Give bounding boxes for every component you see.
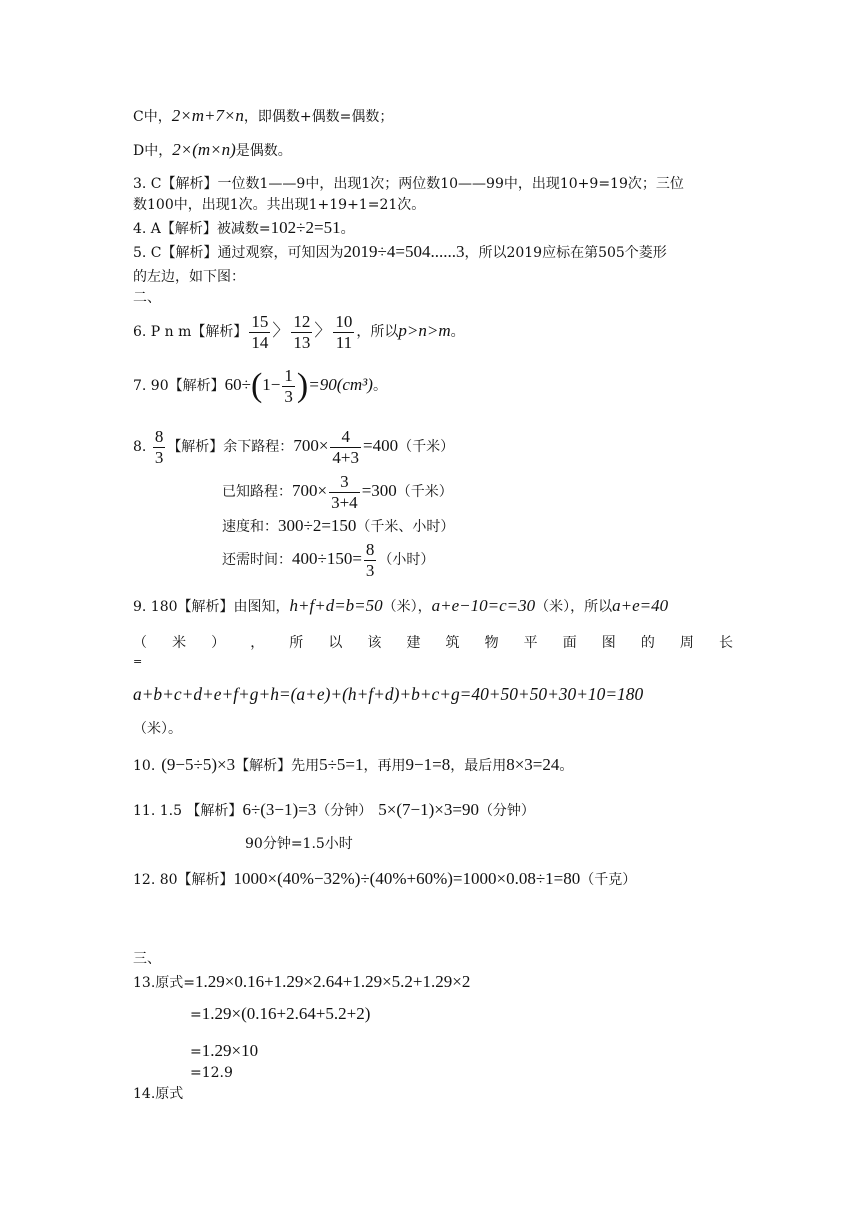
q6-line (133, 312, 465, 352)
math-expression: 1− (262, 375, 281, 395)
q9-line-1 (133, 597, 668, 614)
math-expression: 2019÷4=504......3 (343, 242, 465, 261)
math-expression: 1000×(40%−32%)÷(40%+60%)=1000×0.08÷1=80 (233, 869, 581, 888)
char: ） (211, 635, 226, 651)
char: 该 (367, 635, 382, 651)
big-paren-left: ( (250, 367, 263, 405)
math-expression: =400 (363, 436, 399, 456)
unit: （米）， (382, 599, 432, 615)
q5-line-1 (133, 243, 667, 260)
q13-line-1 (133, 973, 470, 990)
text: 7. 90【解析】 (133, 378, 225, 395)
math-expression: (9−5÷5)×3 (161, 755, 236, 774)
denominator: 11 (335, 332, 353, 352)
math-expression: 300÷2=150 (278, 516, 357, 535)
numerator: 10 (335, 312, 353, 331)
math-expression: 2×(m×n) (172, 140, 236, 159)
char: ， (250, 635, 265, 651)
q11-line-2: 90分钟=1.5小时 (245, 836, 353, 852)
char: 筑 (445, 635, 460, 651)
text: = (190, 1007, 202, 1023)
math-expression: 5×(7−1)×3=90 (378, 800, 479, 819)
unit: （千米） (396, 484, 453, 501)
text: 还需时间： (222, 552, 292, 569)
fraction (249, 312, 270, 352)
numerator: 1 (284, 366, 293, 385)
q9-line-3: = (133, 655, 143, 668)
math-expression: 5÷5=1 (319, 755, 364, 774)
unit: （米），所以 (535, 599, 613, 615)
q8-line-3 (222, 517, 454, 534)
numerator: 12 (293, 312, 311, 331)
math-expression: h+f+d=b=50 (289, 596, 383, 615)
line-c (133, 107, 393, 124)
math-expression: a+e=40 (612, 596, 669, 615)
math-expression: 2×m+7×n (171, 106, 244, 125)
unit: （千米、小时） (356, 519, 455, 535)
math-expression: a+e−10=c=30 (431, 596, 536, 615)
q3-line-2: 数100中，出现1次。共出现1+19+1=21次。 (133, 197, 426, 213)
q13-line-3 (190, 1042, 258, 1059)
text: ，所以 (356, 324, 399, 341)
denominator: 14 (251, 332, 269, 352)
denominator: 4+3 (332, 447, 359, 467)
text: 。 (340, 221, 355, 237)
unit: （分钟） (316, 803, 373, 819)
text: 8. (133, 439, 147, 456)
text: 10. (133, 758, 156, 774)
math-expression: 6÷(3−1)=3 (242, 800, 317, 819)
q8-line-4 (222, 540, 434, 580)
text: 。 (372, 378, 387, 395)
big-paren-right: ) (296, 367, 309, 405)
q8-line-2 (222, 472, 453, 512)
q8-line-1 (133, 427, 454, 467)
char: 物 (484, 635, 499, 651)
q11-line-1 (133, 801, 535, 818)
math-expression: 700× (292, 481, 328, 501)
math-expression: 60÷ (224, 375, 251, 395)
text: ，再用 (363, 758, 406, 774)
math-expression: =90(cm³) (308, 375, 373, 395)
q5-line-2: 的左边，如下图： (133, 269, 245, 285)
char: 图 (601, 635, 616, 651)
text: 已知路程： (222, 484, 292, 501)
math-expression: 102÷2=51 (270, 218, 341, 237)
fraction (364, 540, 377, 580)
fraction (153, 427, 166, 467)
unit: （分钟） (478, 803, 535, 819)
q4-line (133, 219, 355, 236)
text: = (190, 1044, 202, 1060)
numerator: 15 (251, 312, 269, 331)
char: 面 (562, 635, 577, 651)
q7-line (133, 366, 387, 406)
char: 的 (640, 635, 655, 651)
fraction (330, 427, 361, 467)
angle-symbol: 〉 (272, 321, 290, 341)
text: 【解析】先用 (235, 758, 320, 774)
numerator: 8 (365, 540, 375, 559)
math-expression: 9−1=8 (405, 755, 451, 774)
text: 。 (450, 324, 465, 341)
text: 11. 1.5 【解析】 (133, 803, 243, 819)
fraction (333, 312, 354, 352)
numerator: 4 (330, 427, 361, 448)
math-expression: 1.29×10 (201, 1041, 259, 1060)
math-expression: 8×3=24 (506, 755, 560, 774)
angle-symbol: 〉 (314, 321, 332, 341)
denominator: 3 (284, 386, 293, 406)
text: ，即偶数+偶数=偶数； (243, 109, 394, 125)
line-d (133, 141, 292, 158)
text: 是偶数。 (235, 143, 292, 159)
q13-line-2 (190, 1005, 370, 1022)
q9-line-5: （米）。 (133, 721, 182, 737)
char: 米 (172, 635, 187, 651)
math-expression: p>n>m (398, 321, 451, 341)
char: 建 (406, 635, 421, 651)
text: 【解析】余下路程： (167, 439, 294, 456)
fraction (282, 366, 295, 406)
unit: （千克） (580, 872, 637, 888)
math-expression: 1.29×0.16+1.29×2.64+1.29×5.2+1.29×2 (195, 972, 471, 991)
math-expression: 400÷150= (292, 549, 362, 569)
denominator: 3 (154, 447, 164, 467)
text: C中， (133, 109, 172, 125)
text: 5. C【解析】通过观察，可知因为 (133, 245, 344, 261)
denominator: 13 (293, 332, 311, 352)
section-2-heading: 二、 (133, 290, 161, 306)
text: ，最后用 (450, 758, 507, 774)
math-expression: =300 (361, 481, 397, 501)
fraction (291, 312, 312, 352)
q9-line-2 (133, 632, 733, 652)
char: 平 (523, 635, 538, 651)
q13-line-4: =12.9 (190, 1065, 233, 1081)
fraction (329, 472, 360, 512)
text: 9. 180【解析】由图知， (133, 599, 290, 615)
denominator: 3 (365, 560, 375, 580)
denominator: 3+4 (331, 492, 358, 512)
q14-line: 14.原式 (133, 1086, 184, 1102)
text: 。 (559, 758, 574, 774)
char: 周 (679, 635, 694, 651)
text: 6. P n m【解析】 (133, 324, 248, 341)
text: 4. A【解析】被减数= (133, 221, 271, 237)
q9-long-equation: a+b+c+d+e+f+g+h=(a+e)+(h+f+d)+b+c+g=40+50+50+30+10=180 (133, 684, 644, 704)
text: D中， (133, 143, 173, 159)
char: 长 (718, 635, 733, 651)
q12-line (133, 870, 636, 887)
text: 12. 80【解析】 (133, 872, 234, 888)
math-expression: 700× (293, 436, 329, 456)
numerator: 8 (154, 427, 164, 446)
unit: （千米） (398, 439, 455, 456)
q10-line (133, 756, 573, 773)
char: 所 (289, 635, 304, 651)
char: 以 (328, 635, 343, 651)
section-3-heading: 三、 (133, 951, 161, 967)
text: 13.原式= (133, 975, 195, 991)
text: 速度和： (222, 519, 278, 535)
unit: （小时） (378, 552, 435, 569)
math-expression: 1.29×(0.16+2.64+5.2+2) (201, 1004, 371, 1023)
char: （ (133, 635, 147, 651)
q3-line-1: 3. C【解析】一位数1——9中，出现1次；两位数10——99中，出现10+9=19次；三位 (133, 176, 684, 192)
numerator: 3 (329, 472, 360, 493)
text: ，所以2019应标在第505个菱形 (464, 245, 667, 261)
